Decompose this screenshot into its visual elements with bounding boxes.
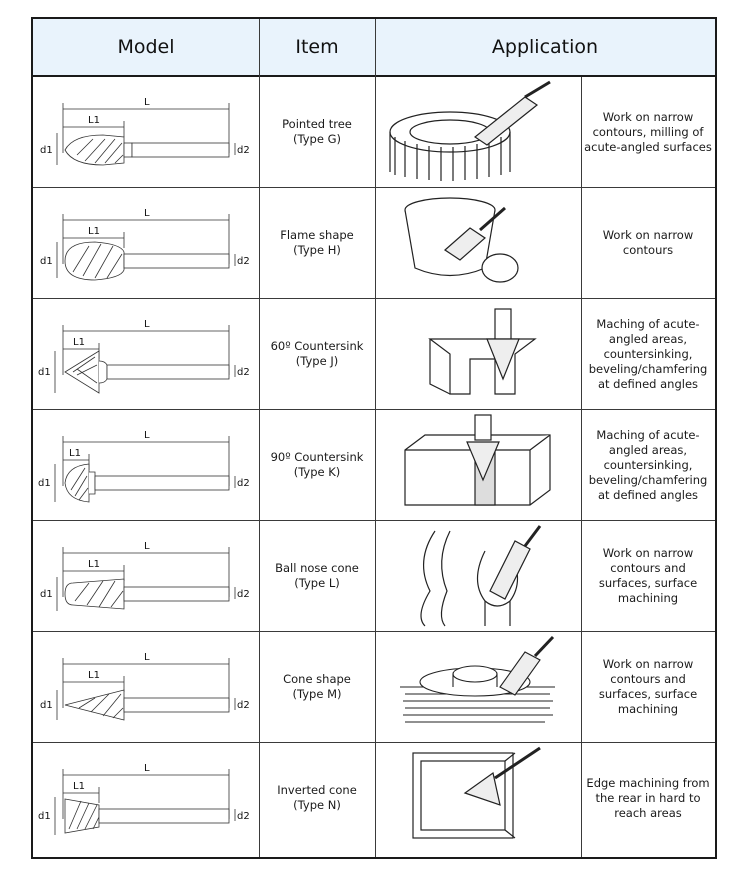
dim-d1: d1 xyxy=(38,478,51,489)
dim-L1: L1 xyxy=(88,559,100,570)
dim-L: L xyxy=(144,319,150,330)
dim-d1: d1 xyxy=(40,700,53,711)
application-illustration-groove xyxy=(375,521,581,631)
item-type: (Type H) xyxy=(293,243,341,257)
dim-d2: d2 xyxy=(237,478,250,489)
dim-L: L xyxy=(144,652,150,663)
item-type: (Type L) xyxy=(294,576,340,590)
burr-drawing-type-m xyxy=(33,632,259,742)
dim-d2: d2 xyxy=(237,145,250,156)
dim-d2: d2 xyxy=(237,700,250,711)
burr-drawing-type-l xyxy=(33,521,259,631)
application-description: Work on narrow contours xyxy=(602,228,694,257)
item-type: (Type N) xyxy=(293,798,341,812)
table-row xyxy=(33,632,715,743)
application-illustration-cylinder xyxy=(375,188,581,298)
item-name: 90º Countersink xyxy=(270,450,364,464)
burr-drawing-type-h xyxy=(33,188,259,298)
application-text xyxy=(581,743,715,853)
dim-d1: d1 xyxy=(38,367,51,378)
item-type-k xyxy=(259,410,375,520)
dim-L: L xyxy=(144,541,150,552)
dim-d1: d1 xyxy=(40,256,53,267)
application-text xyxy=(581,410,715,520)
item-name: Flame shape xyxy=(280,228,354,242)
application-text xyxy=(581,188,715,298)
application-illustration-gear xyxy=(375,77,581,187)
dim-L1: L1 xyxy=(88,115,100,126)
application-description: Work on narrow contours and surfaces, surface machining xyxy=(598,546,698,605)
dim-L: L xyxy=(144,763,150,774)
table-row xyxy=(33,77,715,188)
dim-d2: d2 xyxy=(237,811,250,822)
dim-L1: L1 xyxy=(88,226,100,237)
dim-d2: d2 xyxy=(237,367,250,378)
item-name: Ball nose cone xyxy=(275,561,359,575)
item-type-n xyxy=(259,743,375,853)
dim-d1: d1 xyxy=(40,589,53,600)
application-text xyxy=(581,521,715,631)
item-name: Pointed tree xyxy=(282,117,352,131)
application-description: Edge machining from the rear in hard to reach areas xyxy=(586,775,710,820)
item-type-j xyxy=(259,299,375,409)
dim-L1: L1 xyxy=(88,670,100,681)
header-model: Model xyxy=(117,36,175,58)
application-illustration-countersink-90 xyxy=(375,410,581,520)
table-row xyxy=(33,521,715,632)
item-type: (Type G) xyxy=(293,132,341,146)
dim-d2: d2 xyxy=(237,589,250,600)
item-type-h xyxy=(259,188,375,298)
application-text xyxy=(581,299,715,409)
item-type-m xyxy=(259,632,375,742)
dim-d1: d1 xyxy=(40,145,53,156)
dim-L: L xyxy=(144,430,150,441)
header-application: Application xyxy=(491,36,599,58)
application-description: Work on narrow contours, milling of acute-angled surfaces xyxy=(584,109,712,154)
application-illustration-countersink-60 xyxy=(375,299,581,409)
dim-L: L xyxy=(144,97,150,108)
burr-drawing-type-n xyxy=(33,743,259,853)
header-item: Item xyxy=(295,36,339,58)
item-type: (Type M) xyxy=(292,687,342,701)
dim-d2: d2 xyxy=(237,256,250,267)
application-illustration-heatsink xyxy=(375,632,581,742)
application-text xyxy=(581,77,715,187)
item-type-l xyxy=(259,521,375,631)
table-row xyxy=(33,299,715,410)
burr-drawing-type-k xyxy=(33,410,259,520)
burr-drawing-type-j xyxy=(33,299,259,409)
dim-d1: d1 xyxy=(38,811,51,822)
item-type: (Type K) xyxy=(293,465,341,479)
dim-L1: L1 xyxy=(73,337,85,348)
table-row xyxy=(33,188,715,299)
application-text xyxy=(581,632,715,742)
dim-L: L xyxy=(144,208,150,219)
dim-L1: L1 xyxy=(69,448,81,459)
item-name: Inverted cone xyxy=(277,783,357,797)
application-description: Maching of acute-angled areas, countersinking, beveling/chamfering at defined angles xyxy=(588,427,708,502)
spec-table xyxy=(31,17,717,859)
application-description: Work on narrow contours and surfaces, surface machining xyxy=(598,657,698,716)
item-type-g xyxy=(259,77,375,187)
application-illustration-frame xyxy=(375,743,581,853)
burr-drawing-type-g xyxy=(33,77,259,187)
table-header xyxy=(33,19,715,77)
table-row xyxy=(33,743,715,854)
item-name: Cone shape xyxy=(283,672,351,686)
item-name: 60º Countersink xyxy=(270,339,364,353)
item-type: (Type J) xyxy=(295,354,339,368)
application-description: Maching of acute-angled areas, countersinking, beveling/chamfering at defined angles xyxy=(588,316,708,391)
table-row xyxy=(33,410,715,521)
dim-L1: L1 xyxy=(73,781,85,792)
